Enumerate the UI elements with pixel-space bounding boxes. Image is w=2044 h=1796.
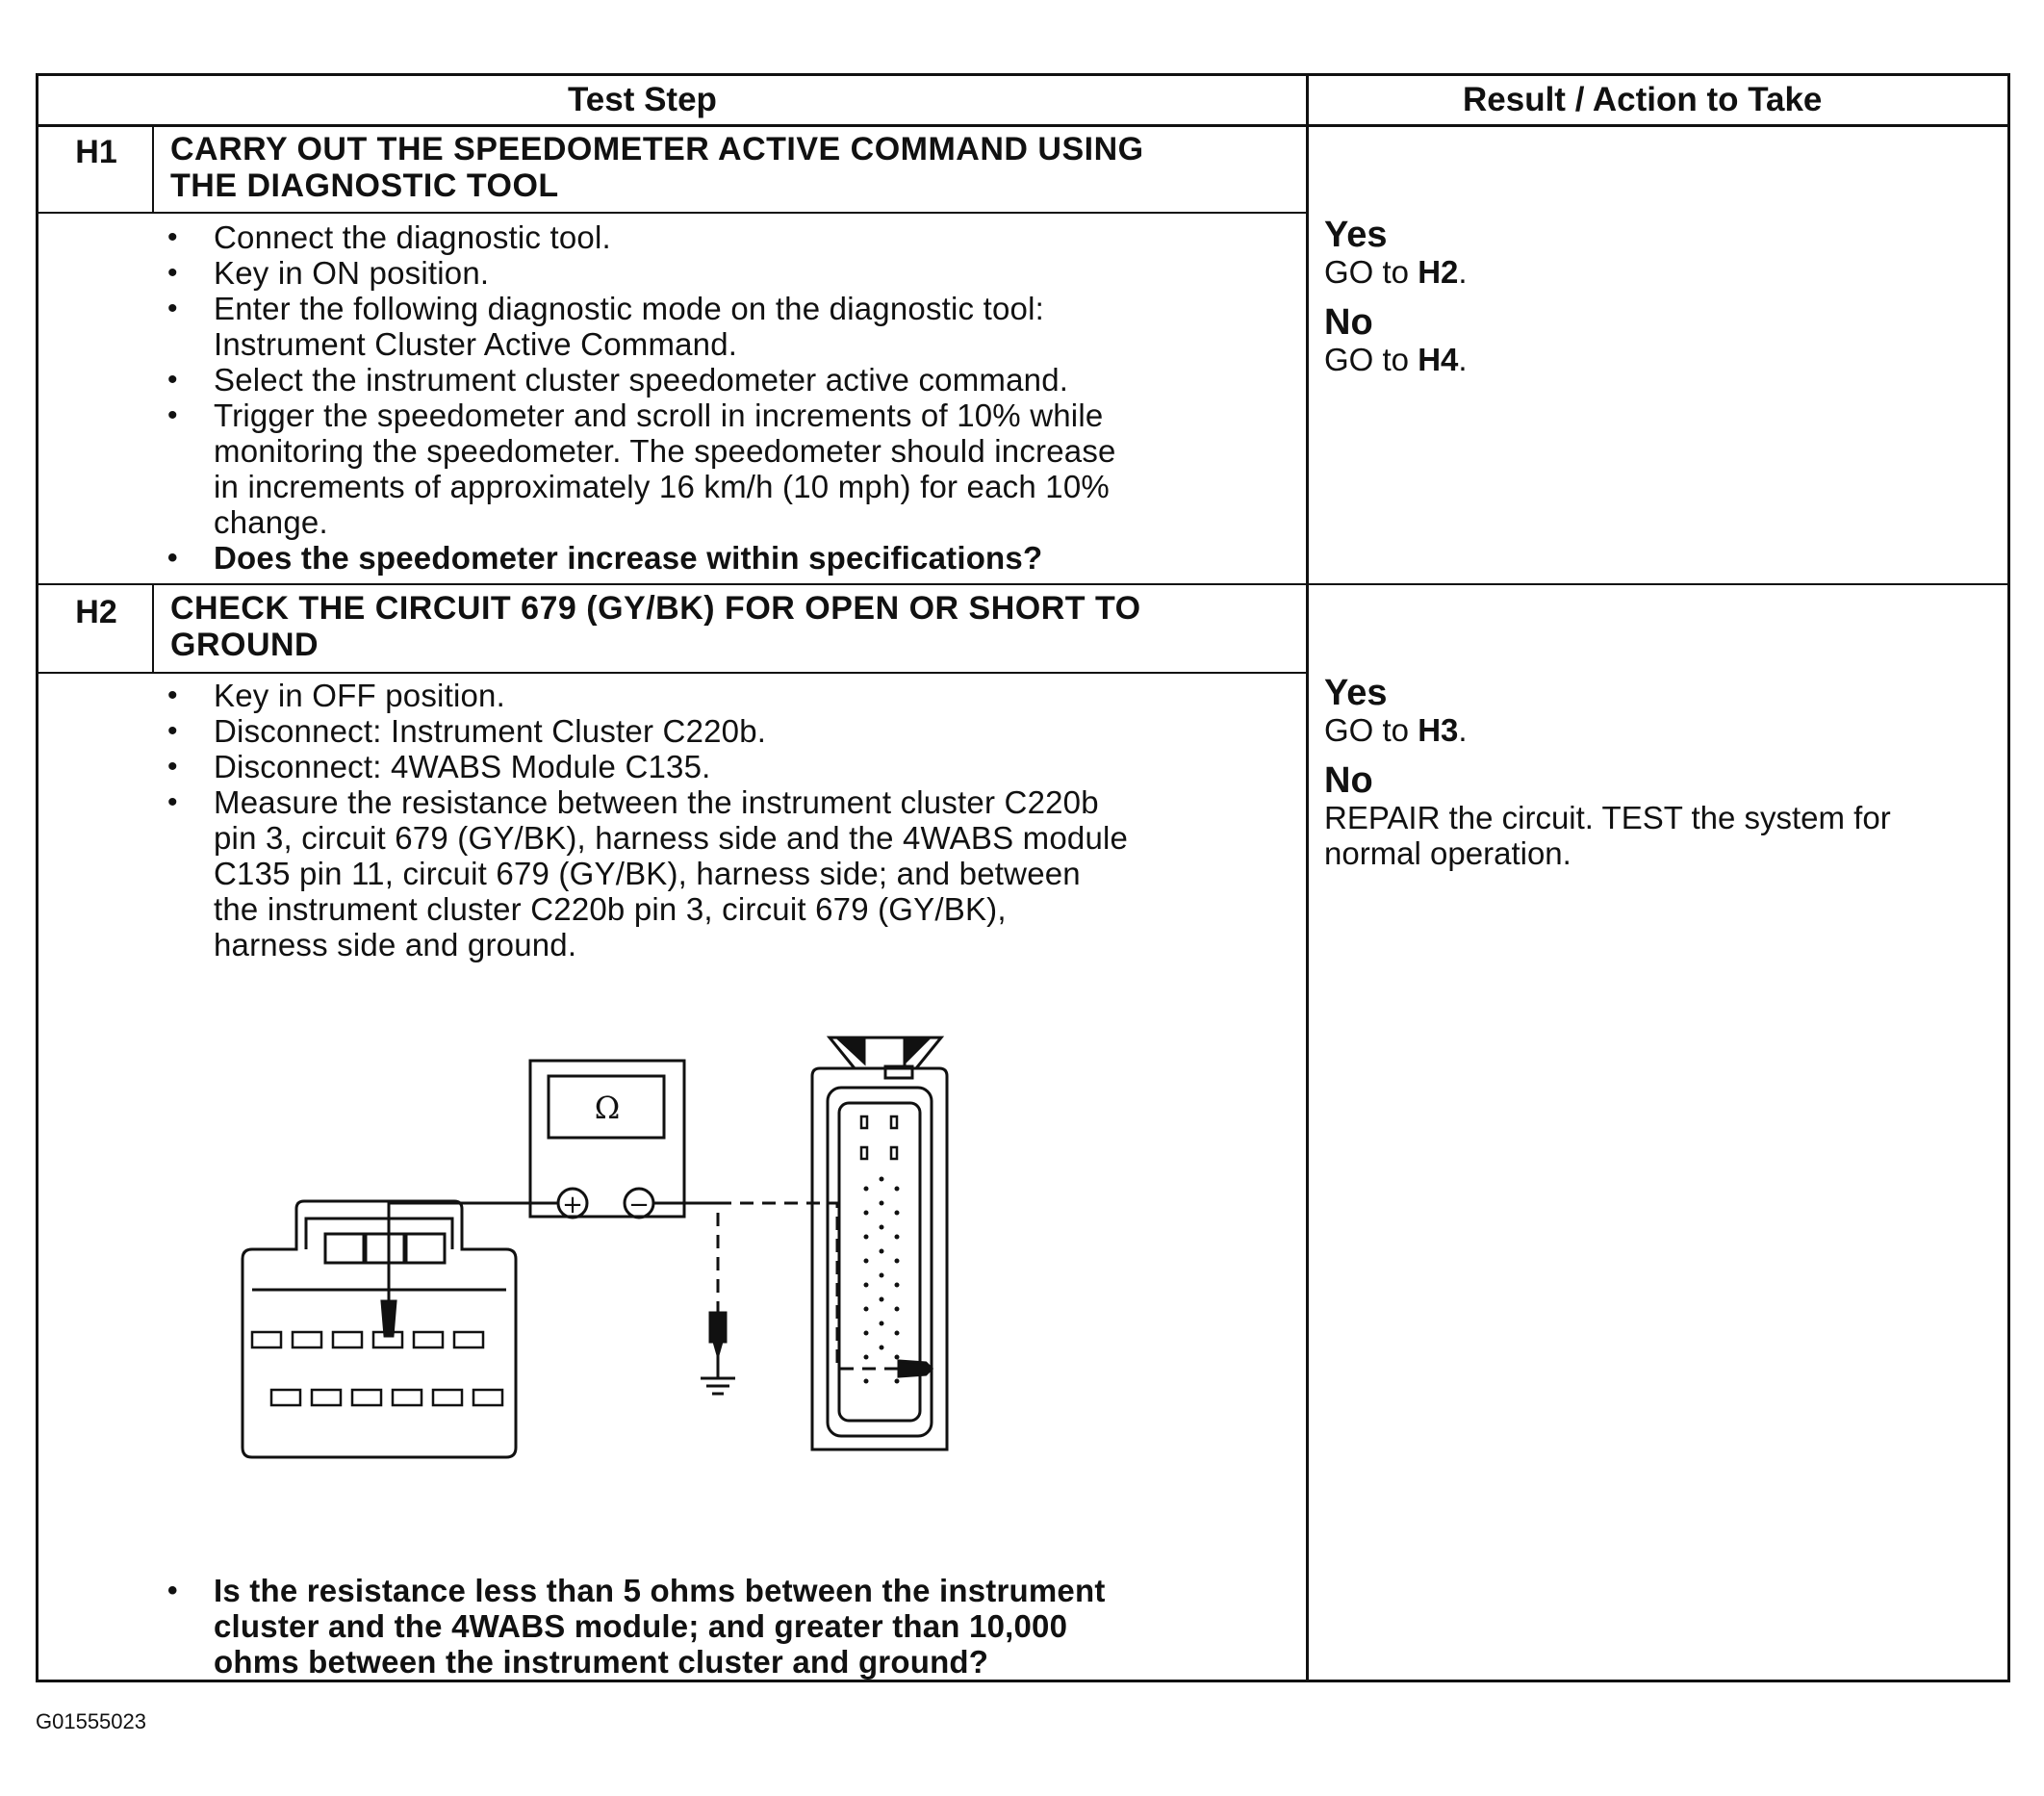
step-item: • Measure the resistance between the instrument cluster C220b pin 3, circuit 679 (GY/BK), harness side and the 4WABS module C135 pin 11, circuit 679 (GY/BK), harness side; and between the instrument cluster C220b pin 3, circuit 679 (GY/BK), harness side and ground. [167, 784, 1129, 962]
step-title-line: CARRY OUT THE SPEEDOMETER ACTIVE COMMAND USING [170, 131, 1144, 167]
resistance-test-diagram [231, 1030, 1039, 1482]
step-list-h1 [154, 219, 1116, 576]
result-yes-action: GO to H2. [1324, 254, 1468, 290]
step-item: • Select the instrument cluster speedometer active command. [167, 362, 1069, 398]
result-h2 [1324, 674, 1891, 885]
step-list-h2 [154, 678, 1128, 962]
step-question-list-h2 [154, 1573, 1106, 1680]
step-id-h1: H1 [75, 134, 117, 170]
step-item: • Disconnect: 4WABS Module C135. [167, 749, 711, 784]
header-test-step: Test Step [568, 81, 717, 118]
ohmmeter-icon [530, 1061, 684, 1218]
header-result-action: Result / Action to Take [1463, 81, 1823, 118]
test-probes [382, 1301, 932, 1376]
h1-title-divider [38, 212, 1307, 214]
result-yes-label: Yes [1324, 215, 1388, 255]
ohm-symbol: Ω [594, 1090, 621, 1126]
instrument-cluster-connector-icon [243, 1201, 516, 1457]
step-question: • Is the resistance less than 5 ohms between the instrument cluster and the 4WABS module; and greater than 10,000 ohms between the instrument cluster and ground? [167, 1573, 1106, 1680]
result-no-action: REPAIR the circuit. TEST the system for normal operation. [1324, 800, 1891, 871]
step-item: • Key in OFF position. [167, 678, 505, 713]
minus-symbol: − [628, 1191, 650, 1219]
header-divider [38, 124, 2007, 127]
4wabs-module-connector-icon [812, 1038, 947, 1450]
plus-symbol: + [562, 1191, 583, 1219]
result-yes-label: Yes [1324, 673, 1388, 713]
h2-title-divider [38, 672, 1307, 674]
step-item: • Connect the diagnostic tool. [167, 219, 611, 255]
step-item: • Trigger the speedometer and scroll in increments of 10% while monitoring the speedometer. The speedometer should increase in increments of approximately 16 km/h (10 mph) for each 10% change. [167, 398, 1116, 540]
step-title-h1 [170, 131, 1144, 204]
step-title-h2 [170, 590, 1141, 663]
column-divider [1306, 76, 1309, 1680]
result-h1 [1324, 216, 1468, 391]
row-divider [38, 583, 2007, 585]
test-leads [389, 1203, 899, 1394]
step-id-h2: H2 [75, 594, 117, 630]
result-no-action: GO to H4. [1324, 342, 1468, 377]
step-item: • Key in ON position. [167, 255, 490, 291]
step-title-line: CHECK THE CIRCUIT 679 (GY/BK) FOR OPEN OR SHORT TO [170, 590, 1141, 627]
result-yes-action: GO to H3. [1324, 712, 1468, 748]
step-item: • Disconnect: Instrument Cluster C220b. [167, 713, 767, 749]
step-title-line: GROUND [170, 627, 319, 663]
result-no-label: No [1324, 760, 1373, 801]
result-no-label: No [1324, 302, 1373, 343]
step-item: • Enter the following diagnostic mode on the diagnostic tool: Instrument Cluster Active Command. [167, 291, 1044, 362]
figure-id: G01555023 [36, 1709, 146, 1733]
step-title-line: THE DIAGNOSTIC TOOL [170, 167, 559, 204]
step-question: • Does the speedometer increase within specifications? [167, 540, 1043, 576]
